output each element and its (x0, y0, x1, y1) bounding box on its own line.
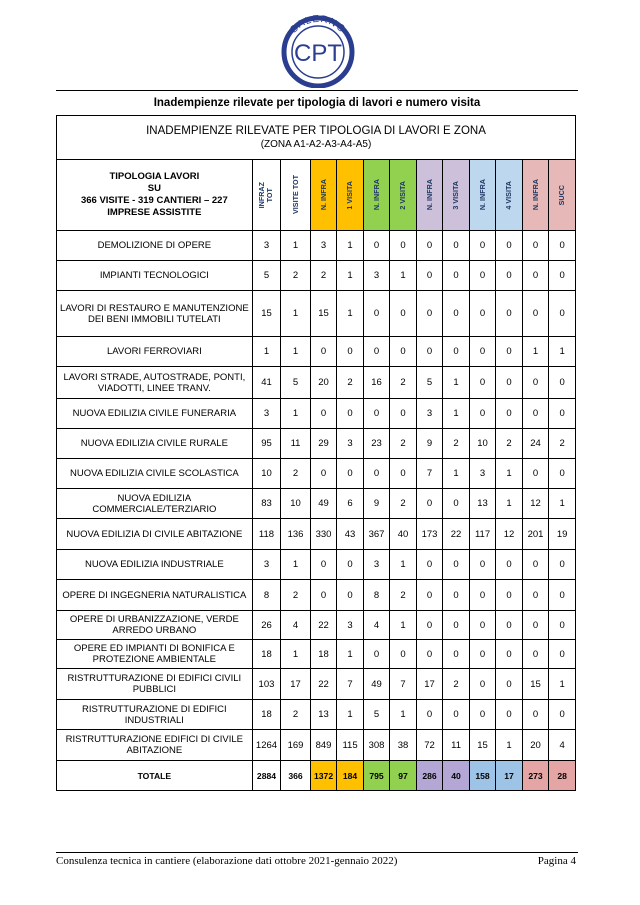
column-header (390, 160, 417, 231)
cell-value: 9 (416, 429, 443, 459)
cell-value: 1 (390, 700, 417, 730)
cell-value: 367 (363, 519, 390, 550)
cell-value: 0 (363, 231, 390, 261)
cell-value: 18 (252, 640, 281, 669)
cell-value: 0 (549, 231, 576, 261)
cell-value: 0 (522, 291, 549, 337)
cell-value: 12 (496, 519, 523, 550)
cell-value: 5 (281, 367, 311, 399)
cell-value: 0 (443, 337, 470, 367)
cell-value: 0 (549, 700, 576, 730)
cell-value: 1 (390, 261, 417, 291)
cell-value: 2 (390, 489, 417, 519)
cell-value: 1 (281, 399, 311, 429)
cell-value: 0 (549, 459, 576, 489)
cell-value: 117 (469, 519, 496, 550)
cell-value: 0 (443, 291, 470, 337)
cell-value: 0 (443, 700, 470, 730)
cell-value: 3 (310, 231, 337, 261)
cell-value: 0 (443, 261, 470, 291)
cell-value: 0 (416, 261, 443, 291)
row-label: IMPIANTI TECNOLOGICI (57, 261, 253, 291)
cell-value: 0 (390, 640, 417, 669)
cell-value: 3 (252, 231, 281, 261)
cell-value: 3 (363, 550, 390, 580)
cell-value: 0 (496, 550, 523, 580)
header-line: IMPRESE ASSISTITE (107, 207, 202, 218)
cell-value: 0 (416, 611, 443, 640)
cell-value: 3 (252, 550, 281, 580)
cell-value: 0 (337, 399, 364, 429)
cell-value: 38 (390, 730, 417, 761)
cell-value: 49 (310, 489, 337, 519)
cell-value: 19 (549, 519, 576, 550)
cell-value: 0 (443, 550, 470, 580)
cell-value: 0 (363, 291, 390, 337)
total-value: 97 (390, 761, 417, 791)
cell-value: 2 (549, 429, 576, 459)
cell-value: 3 (469, 459, 496, 489)
inadempienze-table (56, 115, 576, 791)
header-line: TIPOLOGIA LAVORI (109, 171, 200, 182)
cell-value: 4 (549, 730, 576, 761)
column-header (337, 160, 364, 231)
column-header (522, 160, 549, 231)
column-header-label: N. INFRA (371, 179, 381, 211)
column-header (443, 160, 470, 231)
cell-value: 43 (337, 519, 364, 550)
cell-value: 15 (522, 669, 549, 700)
table-title-line2: (ZONA A1-A2-A3-A4-A5) (260, 139, 372, 150)
cell-value: 1 (443, 367, 470, 399)
table-row (57, 700, 576, 730)
column-header-label: 2 VISITA (398, 180, 408, 210)
total-value: 40 (443, 761, 470, 791)
cell-value: 0 (390, 231, 417, 261)
cell-value: 0 (416, 337, 443, 367)
row-label: RISTRUTTURAZIONE DI EDIFICI CIVILI PUBBLICI (57, 669, 253, 700)
column-header-label: N. INFRA (530, 179, 540, 211)
cell-value: 3 (363, 261, 390, 291)
cell-value: 0 (363, 459, 390, 489)
table-row (57, 669, 576, 700)
cell-value: 0 (496, 291, 523, 337)
cell-value: 1 (496, 730, 523, 761)
cell-value: 849 (310, 730, 337, 761)
cell-value: 0 (469, 640, 496, 669)
cell-value: 0 (469, 669, 496, 700)
cell-value: 1 (337, 291, 364, 337)
cell-value: 1 (337, 640, 364, 669)
cell-value: 330 (310, 519, 337, 550)
cell-value: 0 (496, 669, 523, 700)
cell-value: 1 (281, 337, 311, 367)
table-row (57, 611, 576, 640)
table-row (57, 550, 576, 580)
column-header (549, 160, 576, 231)
cell-value: 1 (496, 459, 523, 489)
cell-value: 1 (549, 669, 576, 700)
header-line: SU (147, 183, 161, 194)
table-row (57, 399, 576, 429)
cell-value: 1 (390, 550, 417, 580)
cell-value: 0 (469, 261, 496, 291)
cell-value: 0 (496, 611, 523, 640)
table-row (57, 519, 576, 550)
cell-value: 13 (469, 489, 496, 519)
cell-value: 10 (252, 459, 281, 489)
cell-value: 0 (549, 640, 576, 669)
cell-value: 5 (252, 261, 281, 291)
total-value: 1372 (310, 761, 337, 791)
cell-value: 1 (522, 337, 549, 367)
cell-value: 7 (337, 669, 364, 700)
cell-value: 7 (416, 459, 443, 489)
cell-value: 0 (443, 611, 470, 640)
total-value: 795 (363, 761, 390, 791)
cell-value: 2 (443, 429, 470, 459)
cell-value: 2 (496, 429, 523, 459)
cell-value: 0 (522, 700, 549, 730)
cell-value: 16 (363, 367, 390, 399)
cell-value: 0 (310, 399, 337, 429)
cell-value: 5 (416, 367, 443, 399)
row-label: LAVORI STRADE, AUTOSTRADE, PONTI, VIADOTTI, LINEE TRANV. (57, 367, 253, 399)
column-header (281, 160, 311, 231)
cell-value: 2 (390, 429, 417, 459)
total-value: 286 (416, 761, 443, 791)
cell-value: 3 (337, 611, 364, 640)
row-label: NUOVA EDILIZIA CIVILE SCOLASTICA (57, 459, 253, 489)
cell-value: 24 (522, 429, 549, 459)
row-label: NUOVA EDILIZIA CIVILE RURALE (57, 429, 253, 459)
cell-value: 0 (469, 700, 496, 730)
column-header (469, 160, 496, 231)
cell-value: 2 (281, 700, 311, 730)
row-label: NUOVA EDILIZIA CIVILE FUNERARIA (57, 399, 253, 429)
total-value: 158 (469, 761, 496, 791)
column-header (496, 160, 523, 231)
cell-value: 0 (496, 399, 523, 429)
cell-value: 0 (310, 580, 337, 611)
cell-value: 22 (310, 611, 337, 640)
cell-value: 0 (363, 640, 390, 669)
column-header-label: SUCC (557, 184, 567, 206)
cell-value: 22 (443, 519, 470, 550)
table-row (57, 337, 576, 367)
top-rule (56, 90, 578, 91)
cell-value: 0 (310, 459, 337, 489)
header-tipologia (57, 160, 253, 231)
cell-value: 7 (390, 669, 417, 700)
total-value: 273 (522, 761, 549, 791)
column-header-label: VISITE TOT (290, 175, 300, 215)
column-header-label: 1 VISITA (345, 180, 355, 210)
cell-value: 3 (416, 399, 443, 429)
row-label: DEMOLIZIONE DI OPERE (57, 231, 253, 261)
cell-value: 2 (390, 580, 417, 611)
cell-value: 0 (337, 550, 364, 580)
cell-value: 5 (363, 700, 390, 730)
cell-value: 0 (363, 399, 390, 429)
row-label: LAVORI DI RESTAURO E MANUTENZIONE DEI BENI IMMOBILI TUTELATI (57, 291, 253, 337)
cell-value: 0 (469, 399, 496, 429)
cell-value: 1 (337, 261, 364, 291)
cell-value: 9 (363, 489, 390, 519)
cell-value: 2 (281, 580, 311, 611)
cell-value: 103 (252, 669, 281, 700)
row-label: OPERE ED IMPIANTI DI BONIFICA E PROTEZIONE AMBIENTALE (57, 640, 253, 669)
table-row (57, 580, 576, 611)
cpt-logo (272, 8, 364, 88)
total-value: 28 (549, 761, 576, 791)
cell-value: 1 (252, 337, 281, 367)
logo-cpt-text: CPT (294, 40, 342, 67)
row-label: RISTRUTTURAZIONE EDIFICI DI CIVILE ABITAZIONE (57, 730, 253, 761)
cell-value: 0 (416, 700, 443, 730)
cell-value: 4 (281, 611, 311, 640)
cell-value: 2 (443, 669, 470, 700)
cell-value: 0 (416, 231, 443, 261)
cell-value: 115 (337, 730, 364, 761)
cell-value: 1 (337, 231, 364, 261)
cell-value: 0 (496, 231, 523, 261)
cell-value: 2 (310, 261, 337, 291)
cell-value: 17 (281, 669, 311, 700)
cell-value: 0 (549, 580, 576, 611)
row-label: OPERE DI INGEGNERIA NATURALISTICA (57, 580, 253, 611)
cell-value: 0 (496, 580, 523, 611)
page-number: Pagina 4 (537, 855, 576, 867)
cell-value: 15 (469, 730, 496, 761)
cell-value: 2 (390, 367, 417, 399)
cell-value: 0 (469, 611, 496, 640)
cell-value: 0 (310, 550, 337, 580)
table-row (57, 730, 576, 761)
cell-value: 0 (522, 367, 549, 399)
cell-value: 18 (310, 640, 337, 669)
total-value: 366 (281, 761, 311, 791)
cell-value: 0 (469, 291, 496, 337)
cell-value: 0 (469, 550, 496, 580)
cell-value: 0 (363, 337, 390, 367)
column-header-label: INFRAZ TOT (257, 181, 275, 209)
cell-value: 0 (416, 291, 443, 337)
cell-value: 0 (443, 231, 470, 261)
cell-value: 308 (363, 730, 390, 761)
column-header-label: N. INFRA (318, 179, 328, 211)
row-label: OPERE DI URBANIZZAZIONE, VERDE ARREDO URBANO (57, 611, 253, 640)
cell-value: 10 (469, 429, 496, 459)
cell-value: 1 (496, 489, 523, 519)
cell-value: 0 (390, 337, 417, 367)
cell-value: 0 (337, 337, 364, 367)
row-label: NUOVA EDILIZIA DI CIVILE ABITAZIONE (57, 519, 253, 550)
table-row (57, 367, 576, 399)
table-row (57, 640, 576, 669)
column-header-label: N. INFRA (477, 179, 487, 211)
cell-value: 17 (416, 669, 443, 700)
cell-value: 1 (549, 489, 576, 519)
cell-value: 12 (522, 489, 549, 519)
column-header-label: 3 VISITA (451, 180, 461, 210)
column-header (416, 160, 443, 231)
cell-value: 0 (522, 261, 549, 291)
cell-value: 83 (252, 489, 281, 519)
cell-value: 0 (496, 337, 523, 367)
logo-arc-text: SALERNO (288, 13, 348, 36)
cell-value: 0 (549, 550, 576, 580)
cell-value: 0 (522, 459, 549, 489)
cell-value: 20 (522, 730, 549, 761)
cell-value: 3 (337, 429, 364, 459)
cell-value: 1 (549, 337, 576, 367)
cell-value: 118 (252, 519, 281, 550)
cell-value: 0 (496, 700, 523, 730)
cell-value: 0 (416, 550, 443, 580)
cell-value: 49 (363, 669, 390, 700)
total-label: TOTALE (57, 761, 253, 791)
cell-value: 6 (337, 489, 364, 519)
footer-caption: Consulenza tecnica in cantiere (elaborazione dati ottobre 2021-gennaio 2022) (56, 855, 398, 867)
total-row (57, 761, 576, 791)
cell-value: 11 (281, 429, 311, 459)
cell-value: 22 (310, 669, 337, 700)
cell-value: 0 (469, 337, 496, 367)
footer-rule (56, 852, 578, 853)
column-header-label: 4 VISITA (504, 180, 514, 210)
cell-value: 1 (390, 611, 417, 640)
column-header-label: N. INFRA (424, 179, 434, 211)
document-title: Inadempienze rilevate per tipologia di lavori e numero visita (153, 97, 481, 109)
total-value: 17 (496, 761, 523, 791)
cell-value: 15 (310, 291, 337, 337)
cell-value: 18 (252, 700, 281, 730)
row-label: NUOVA EDILIZIA COMMERCIALE/TERZIARIO (57, 489, 253, 519)
cell-value: 0 (522, 550, 549, 580)
cell-value: 13 (310, 700, 337, 730)
row-label: LAVORI FERROVIARI (57, 337, 253, 367)
cell-value: 1 (443, 399, 470, 429)
cell-value: 0 (549, 611, 576, 640)
cell-value: 0 (496, 367, 523, 399)
cell-value: 2 (337, 367, 364, 399)
cell-value: 11 (443, 730, 470, 761)
column-header (363, 160, 390, 231)
cell-value: 136 (281, 519, 311, 550)
cell-value: 0 (549, 261, 576, 291)
cell-value: 2 (281, 261, 311, 291)
cell-value: 0 (522, 611, 549, 640)
table-row (57, 291, 576, 337)
cell-value: 72 (416, 730, 443, 761)
cell-value: 95 (252, 429, 281, 459)
cell-value: 26 (252, 611, 281, 640)
cell-value: 0 (522, 231, 549, 261)
cell-value: 1264 (252, 730, 281, 761)
table-title (57, 116, 576, 160)
cell-value: 0 (549, 367, 576, 399)
cell-value: 0 (443, 489, 470, 519)
column-header (252, 160, 281, 231)
cell-value: 20 (310, 367, 337, 399)
cell-value: 0 (522, 640, 549, 669)
total-value: 184 (337, 761, 364, 791)
table-row (57, 261, 576, 291)
cell-value: 0 (443, 580, 470, 611)
cell-value: 201 (522, 519, 549, 550)
cell-value: 1 (281, 640, 311, 669)
cell-value: 1 (443, 459, 470, 489)
cell-value: 0 (310, 337, 337, 367)
cell-value: 2 (281, 459, 311, 489)
cell-value: 0 (469, 367, 496, 399)
cell-value: 29 (310, 429, 337, 459)
table-title-line1: INADEMPIENZE RILEVATE PER TIPOLOGIA DI LAVORI E ZONA (146, 125, 486, 137)
cell-value: 4 (363, 611, 390, 640)
cell-value: 173 (416, 519, 443, 550)
cell-value: 8 (252, 580, 281, 611)
cell-value: 10 (281, 489, 311, 519)
cell-value: 0 (390, 459, 417, 489)
cell-value: 8 (363, 580, 390, 611)
cell-value: 0 (390, 291, 417, 337)
cell-value: 0 (390, 399, 417, 429)
cell-value: 3 (252, 399, 281, 429)
cell-value: 40 (390, 519, 417, 550)
cell-value: 0 (443, 640, 470, 669)
cell-value: 15 (252, 291, 281, 337)
cell-value: 1 (281, 550, 311, 580)
cell-value: 0 (337, 580, 364, 611)
cell-value: 169 (281, 730, 311, 761)
cell-value: 0 (416, 580, 443, 611)
header-line: 366 VISITE - 319 CANTIERI – 227 (80, 195, 228, 206)
cell-value: 0 (416, 489, 443, 519)
row-label: NUOVA EDILIZIA INDUSTRIALE (57, 550, 253, 580)
table-row (57, 231, 576, 261)
row-label: RISTRUTTURAZIONE DI EDIFICI INDUSTRIALI (57, 700, 253, 730)
cell-value: 0 (337, 459, 364, 489)
cell-value: 0 (522, 399, 549, 429)
cell-value: 1 (281, 231, 311, 261)
cell-value: 0 (496, 261, 523, 291)
cell-value: 0 (416, 640, 443, 669)
total-value: 2884 (252, 761, 281, 791)
table-row (57, 489, 576, 519)
table-row (57, 429, 576, 459)
cell-value: 23 (363, 429, 390, 459)
cell-value: 0 (549, 399, 576, 429)
cell-value: 1 (337, 700, 364, 730)
cell-value: 1 (281, 291, 311, 337)
cell-value: 0 (469, 231, 496, 261)
cell-value: 0 (549, 291, 576, 337)
table-row (57, 459, 576, 489)
cell-value: 0 (522, 580, 549, 611)
cell-value: 0 (469, 580, 496, 611)
cell-value: 41 (252, 367, 281, 399)
cell-value: 0 (496, 640, 523, 669)
column-header (310, 160, 337, 231)
